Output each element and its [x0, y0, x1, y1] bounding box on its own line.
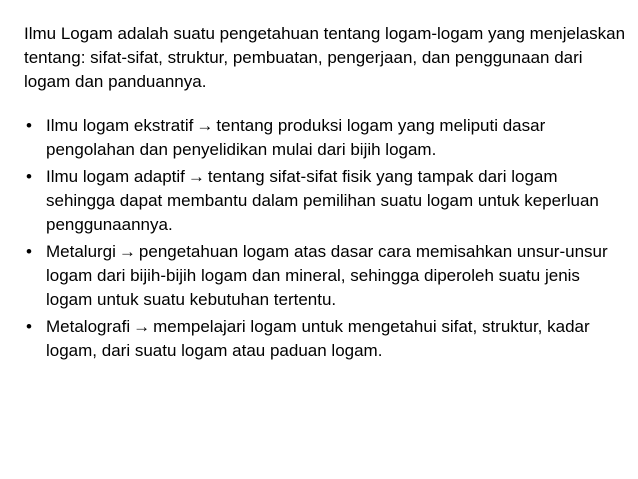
item-description: tentang sifat-sifat fisik yang tampak dari logam sehingga dapat membantu dalam pemilihan suatu logam untuk keperluan penggunaannya. [46, 167, 599, 234]
arrow-right-icon: → [133, 317, 151, 336]
list-item [24, 315, 628, 363]
item-term: Ilmu logam adaptif [46, 167, 185, 186]
item-term: Metalografi [46, 317, 131, 336]
item-term: Metalurgi [46, 242, 116, 261]
slide-content [24, 22, 628, 366]
list-item [24, 240, 628, 312]
item-description: mempelajari logam untuk mengetahui sifat, struktur, kadar logam, dari suatu logam atau paduan logam. [46, 317, 590, 360]
bullet-list [24, 114, 628, 363]
item-term: Ilmu logam ekstratif [46, 116, 194, 135]
arrow-right-icon: → [187, 167, 205, 186]
intro-paragraph: Ilmu Logam adalah suatu pengetahuan tentang logam-logam yang menjelaskan tentang: sifat-sifat, struktur, pembuatan, pengerjaan, dan penggunaan dari logam dan panduannya. [24, 24, 626, 91]
item-description: pengetahuan logam atas dasar cara memisahkan unsur-unsur logam dari bijih-bijih logam dan mineral, sehingga diperoleh suatu jenis logam untuk suatu kebutuhan tertentu. [46, 242, 608, 309]
bullet-icon: • [26, 242, 32, 261]
arrow-right-icon: → [118, 242, 136, 261]
arrow-right-icon: → [196, 116, 214, 135]
list-item [24, 165, 628, 237]
bullet-icon: • [26, 317, 32, 336]
bullet-icon: • [26, 116, 32, 135]
bullet-icon: • [26, 167, 32, 186]
item-description: tentang produksi logam yang meliputi dasar pengolahan dan penyelidikan mulai dari bijih logam. [46, 116, 546, 159]
list-item [24, 114, 628, 162]
